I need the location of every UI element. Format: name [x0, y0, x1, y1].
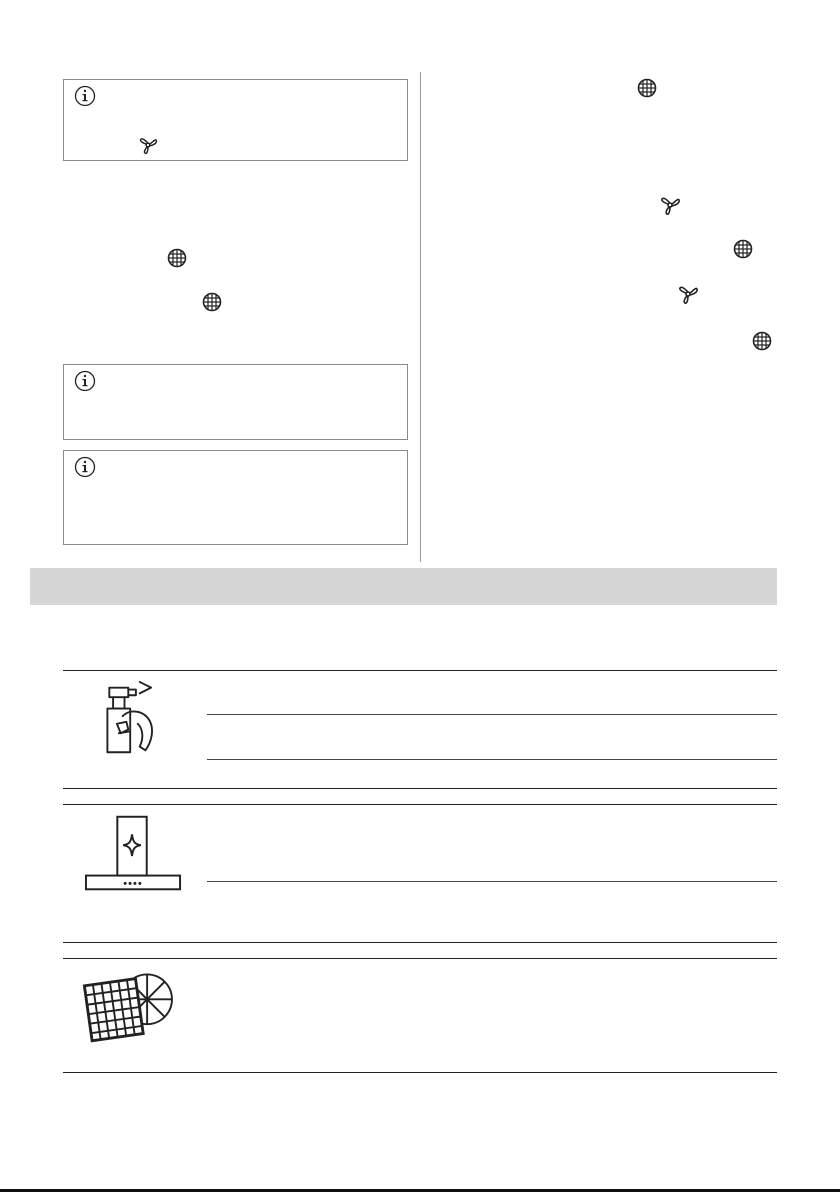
- fan-icon: [137, 134, 159, 156]
- grease-filter-icon: [752, 331, 772, 351]
- column-divider: [420, 72, 421, 562]
- table-rule: [63, 804, 777, 805]
- fan-icon: [658, 193, 682, 217]
- info-notice-2: [63, 364, 408, 440]
- section-heading-bar: [30, 568, 777, 605]
- info-circle-icon: [74, 456, 96, 478]
- grease-filter-icon: [733, 239, 753, 259]
- table-rule: [63, 958, 777, 959]
- filters-icon: [80, 963, 176, 1049]
- info-notice-3: [63, 450, 408, 545]
- table-rule: [63, 942, 777, 943]
- info-notice-1: [63, 79, 408, 161]
- table-rule: [63, 788, 777, 789]
- table-rule: [63, 670, 777, 671]
- spray-and-cloth-icon: [96, 676, 172, 762]
- grease-filter-icon: [202, 292, 222, 312]
- cooker-hood-icon: [84, 814, 182, 894]
- table-rule: [207, 714, 777, 715]
- fan-icon: [676, 282, 700, 306]
- table-rule: [207, 881, 777, 882]
- table-rule: [63, 1072, 777, 1073]
- table-rule: [207, 759, 777, 760]
- info-circle-icon: [74, 85, 96, 107]
- grease-filter-icon: [167, 248, 187, 268]
- grease-filter-icon: [637, 78, 657, 98]
- info-circle-icon: [74, 370, 96, 392]
